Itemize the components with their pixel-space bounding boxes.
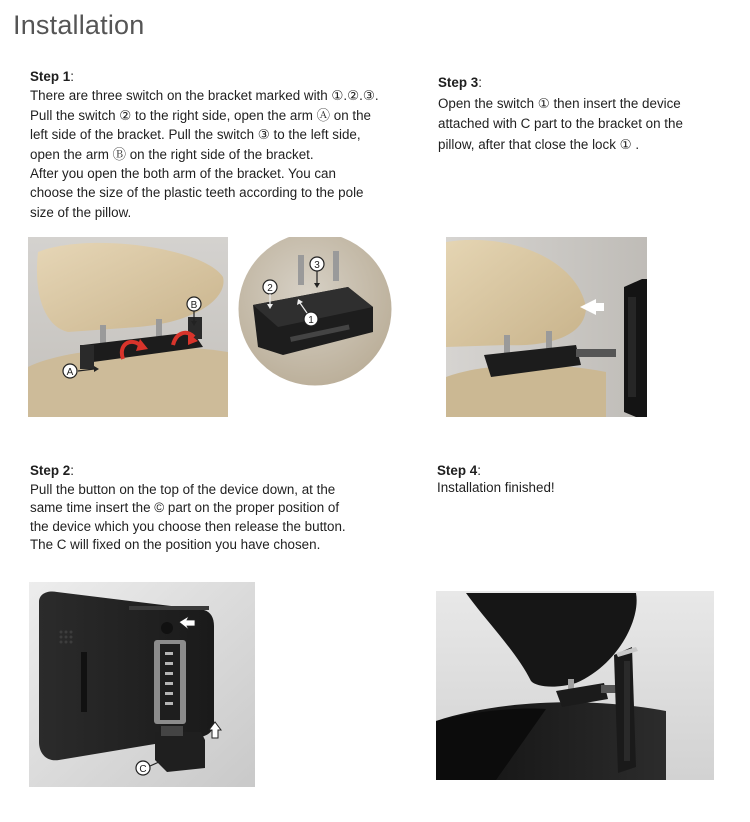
step-2-line: The C will fixed on the position you have chosen. <box>30 537 321 553</box>
step-2-line: the device which you choose then release the button. <box>30 518 346 534</box>
svg-text:2: 2 <box>267 283 273 294</box>
step-3-line: Open the switch ① then insert the device <box>438 95 681 111</box>
step-1-line: size of the pillow. <box>30 204 132 220</box>
step-4-heading: Step 4 <box>437 463 478 478</box>
step-3-line: attached with C part to the bracket on the <box>438 116 683 132</box>
step-1-line: left side of the bracket. Pull the switch ③ to the left side, <box>30 127 361 143</box>
step-1-line: After you open the both arm of the bracket. You can <box>30 166 336 182</box>
step-2-photo <box>29 582 255 787</box>
step-2-heading: Step 2 <box>30 463 71 478</box>
step-4-text <box>437 462 737 496</box>
step-1-text <box>30 67 430 222</box>
step-1-heading: Step 1 <box>30 69 71 84</box>
step-2-line: Pull the button on the top of the device down, at the <box>30 481 336 497</box>
svg-text:1: 1 <box>308 315 314 326</box>
svg-text:C: C <box>139 764 147 775</box>
step-1-line: There are three switch on the bracket marked with ①.②.③. <box>30 88 379 104</box>
step-1-line: Pull the switch ② to the right side, open the arm Ⓐ on the <box>30 107 371 123</box>
step-3-photo <box>446 237 647 417</box>
step-1-line: open the arm Ⓑ on the right side of the bracket. <box>30 146 314 162</box>
step-3-line: pillow, after that close the lock ① . <box>438 136 640 152</box>
step-3-text <box>438 73 738 155</box>
step-1-photo <box>28 237 393 417</box>
page-title: Installation <box>13 10 145 40</box>
svg-text:B: B <box>190 300 198 311</box>
step-4-line: Installation finished! <box>437 480 555 495</box>
step-4-heading-line: Step 4: <box>437 463 481 478</box>
step-3-heading: Step 3 <box>438 75 479 90</box>
step-4-photo <box>436 591 714 780</box>
step-2-heading-line: Step 2: <box>30 463 74 478</box>
step-1-line: choose the size of the plastic teeth according to the pole <box>30 185 364 201</box>
svg-text:A: A <box>66 367 74 378</box>
step-3-heading-line: Step 3: <box>438 75 482 90</box>
step-2-line: same time insert the © part on the proper position of <box>30 500 340 516</box>
step-1-heading-line: Step 1: <box>30 69 74 84</box>
svg-text:3: 3 <box>314 260 320 271</box>
step-2-text <box>30 462 420 555</box>
